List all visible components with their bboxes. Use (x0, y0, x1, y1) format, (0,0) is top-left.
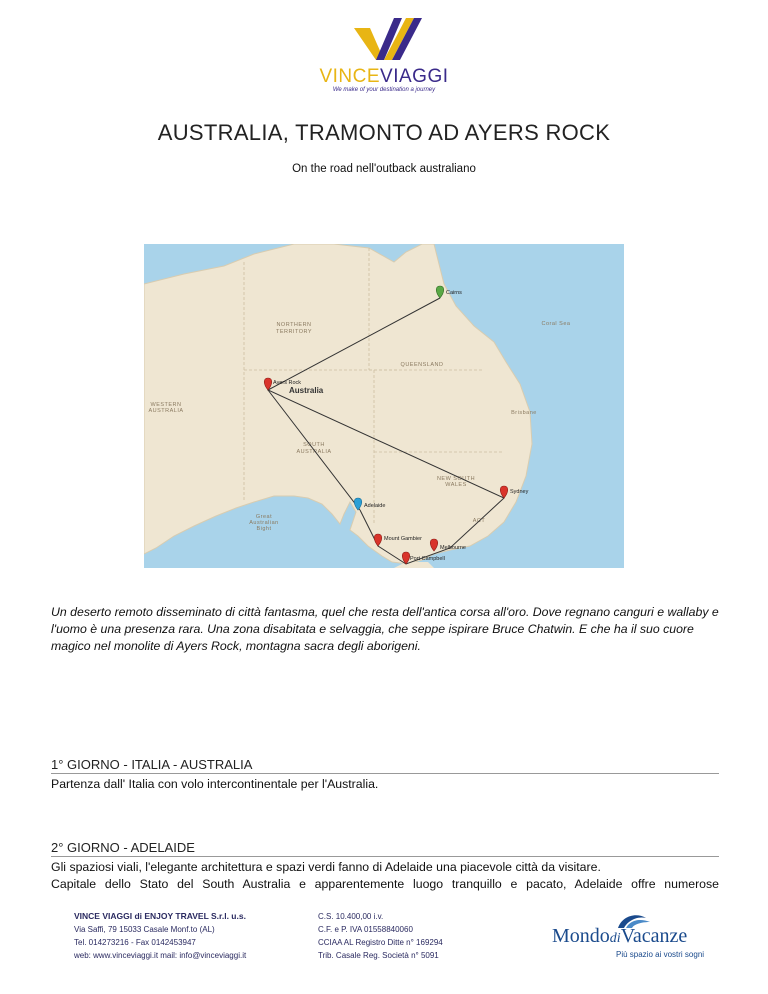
map-label-bight3: Bight (256, 526, 272, 532)
page-title: AUSTRALIA, TRAMONTO AD AYERS ROCK (157, 120, 611, 145)
mondo-di-vacanze-tagline: Più spazio ai vostri sogni (616, 950, 705, 959)
footer-web: web: www.vinceviaggi.it mail: info@vinceviaggi.it (74, 951, 247, 960)
place-label-mount-gambier: Mount Gambier (384, 536, 422, 542)
route-map (144, 244, 624, 568)
map-label-country: Australia (289, 386, 324, 395)
map-label-coral-sea: Coral Sea (541, 321, 571, 327)
footer-address: Via Saffi, 79 15033 Casale Monf.to (AL) (74, 925, 215, 934)
footer-legal-info (318, 910, 443, 962)
map-label-act: ACT (472, 518, 486, 524)
map-label-nt1: NORTHERN (276, 322, 312, 328)
place-label-ayers-rock: Ayers Rock (273, 380, 302, 386)
map-label-nt2: TERRITORY (275, 329, 313, 335)
footer-company-info (74, 910, 246, 962)
page-subtitle: On the road nell'outback australiano (292, 163, 476, 175)
logo-mark-icon (318, 10, 450, 70)
footer-company-name: VINCE VIAGGI di ENJOY TRAVEL S.r.l. u.s. (74, 911, 246, 921)
footer-vat: C.F. e P. IVA 01558840060 (318, 925, 413, 934)
footer-court: Trib. Casale Reg. Società n° 5091 (318, 951, 439, 960)
footer-cciaa: CCIAA AL Registro Ditte n° 169294 (318, 938, 443, 947)
map-label-brisbane: Brisbane (511, 410, 537, 416)
footer-phone: Tel. 014273216 - Fax 0142453947 (74, 938, 196, 947)
map-label-wa1: WESTERN (150, 402, 182, 408)
vinceviaggi-logo (318, 10, 450, 94)
map-label-wa2: AUSTRALIA (148, 408, 184, 414)
map-label-bight2: Australian (249, 520, 279, 526)
logo-tagline: We make of your destination a journey (332, 87, 436, 93)
map-label-nsw1: NEW SOUTH (436, 476, 476, 482)
day-1-title: 1° GIORNO - ITALIA - AUSTRALIA (51, 757, 719, 774)
place-label-sydney: Sydney (510, 489, 529, 495)
place-label-melbourne: Melbourne (440, 545, 466, 551)
map-label-nsw2: WALES (445, 482, 467, 488)
place-label-cairns: Cairns (446, 290, 462, 296)
footer-capital: C.S. 10.400,00 i.v. (318, 912, 384, 921)
logo-wordmark: VINCEVIAGGI (319, 66, 449, 87)
map-label-bight1: Great (255, 514, 273, 520)
place-label-adelaide: Adelaide (364, 503, 386, 509)
map-label-sa2: AUSTRALIA (296, 449, 332, 455)
day-2-text-2: Capitale dello Stato del South Australia e apparentemente luogo tranquillo e pacato, Adelaide offre numerose (51, 877, 719, 891)
place-label-port-campbell: Port Campbell (410, 556, 445, 562)
day-1-text: Partenza dall' Italia con volo intercontinentale per l'Australia. (51, 777, 379, 791)
map-label-sa1: SOUTH (303, 442, 325, 448)
intro-paragraph: Un deserto remoto disseminato di città fantasma, quel che resta dell'antica corsa all'oro. Dove regnano canguri e wallaby e l'uomo è una presenza rara. Una zona disabitata e selvaggia, che seppe ispirare Bruce Chatwin. E che ha il suo cuore magico nel monolite di Ayers Rock, montagna sacra degli aborigeni. (51, 605, 719, 653)
day-2-title: 2° GIORNO - ADELAIDE (51, 840, 719, 857)
day-2-text: Gli spaziosi viali, l'elegante architettura e spazi verdi fanno di Adelaide una piacevole città da visitare. (51, 860, 601, 874)
map-label-qld: QUEENSLAND (400, 362, 444, 368)
mondo-di-vacanze-wordmark: MondodiVacanze (552, 925, 688, 947)
mondo-di-vacanze-logo (552, 912, 736, 960)
